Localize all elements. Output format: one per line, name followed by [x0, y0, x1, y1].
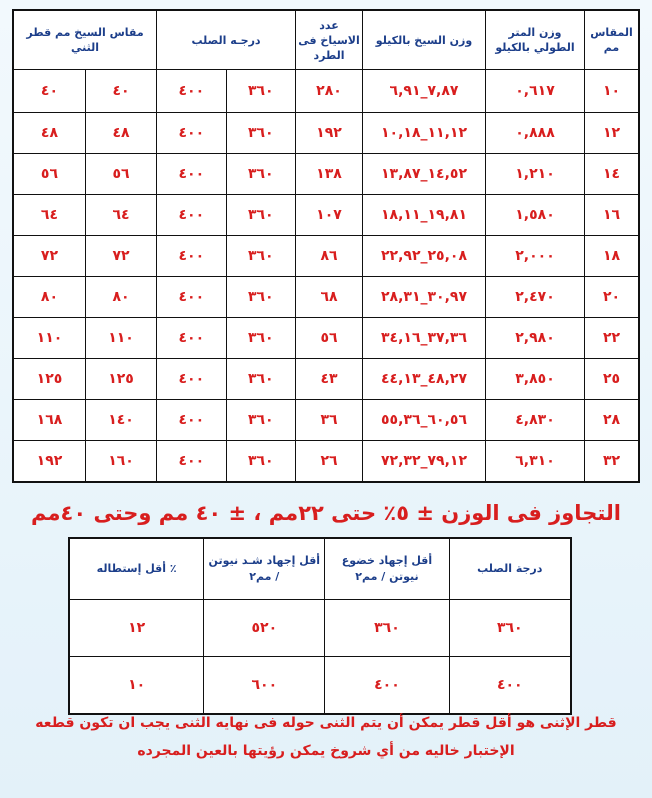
header-elongation: أقل إستطاله ٪ [69, 538, 204, 600]
strength-header-row [69, 538, 571, 600]
cell-tensile: ٦٠٠ [204, 657, 325, 715]
cell-meter-weight: ١,٢١٠ [486, 154, 585, 195]
table-row [13, 70, 639, 113]
cell-bend-b: ١٢٥ [13, 359, 85, 400]
cell-bar-weight: ٣٠,٩٧_٢٨,٣١ [363, 277, 486, 318]
cell-grade-a: ٣٦٠ [226, 113, 295, 154]
cell-bar-weight: ٧٩,١٢_٧٢,٣٢ [363, 441, 486, 483]
cell-grade: ٤٠٠ [449, 657, 571, 715]
footer-note-line2: الإختبار خاليه من أي شروخ يمكن رؤيتها بالعين المجرده [137, 743, 515, 759]
cell-bar-weight: ١٩,٨١_١٨,١١ [363, 195, 486, 236]
cell-grade-a: ٣٦٠ [226, 441, 295, 483]
cell-grade-a: ٣٦٠ [226, 359, 295, 400]
cell-bend-b: ١١٠ [13, 318, 85, 359]
cell-grade-b: ٤٠٠ [157, 195, 226, 236]
cell-bend-b: ٤٠ [13, 70, 85, 113]
table-row [13, 154, 639, 195]
cell-grade-b: ٤٠٠ [157, 70, 226, 113]
header-bend-diameter: مقاس السيخ مم قطر الثني [13, 10, 157, 70]
cell-bend-a: ١٤٠ [85, 400, 156, 441]
cell-grade-a: ٣٦٠ [226, 400, 295, 441]
cell-bars: ٤٣ [296, 359, 363, 400]
header-tensile: أقل إجهاد شـد نيوتن / مم٢ [204, 538, 325, 600]
cell-diameter: ٢٠ [585, 277, 640, 318]
cell-bend-a: ٨٠ [85, 277, 156, 318]
cell-bars: ٣٦ [296, 400, 363, 441]
header-steel-grade: درجـه الصلب [157, 10, 296, 70]
cell-bend-a: ٥٦ [85, 154, 156, 195]
cell-bars: ٨٦ [296, 236, 363, 277]
cell-bar-weight: ٢٥,٠٨_٢٢,٩٢ [363, 236, 486, 277]
table-row [13, 113, 639, 154]
cell-bars: ٢٨٠ [296, 70, 363, 113]
cell-bend-b: ٧٢ [13, 236, 85, 277]
cell-elongation: ١٢ [69, 600, 204, 657]
cell-bend-a: ٧٢ [85, 236, 156, 277]
footer-note-line1: قطر الإثنى هو أقل قطر يمكن أن يتم الثنى حوله فى نهايه الثنى يجب ان تكون قطعه [35, 715, 617, 731]
cell-bend-a: ٤٠ [85, 70, 156, 113]
cell-bar-weight: ٦٠,٥٦_٥٥,٣٦ [363, 400, 486, 441]
cell-meter-weight: ١,٥٨٠ [486, 195, 585, 236]
cell-grade-a: ٣٦٠ [226, 154, 295, 195]
cell-grade-a: ٣٦٠ [226, 236, 295, 277]
cell-bars: ٦٨ [296, 277, 363, 318]
cell-diameter: ١٢ [585, 113, 640, 154]
cell-bars: ١٩٢ [296, 113, 363, 154]
cell-meter-weight: ٢,٠٠٠ [486, 236, 585, 277]
cell-bar-weight: ٧,٨٧_٦,٩١ [363, 70, 486, 113]
header-yield: أقل إجهاد خضوع نيوتن / مم٢ [325, 538, 449, 600]
cell-meter-weight: ٢,٤٧٠ [486, 277, 585, 318]
cell-grade-a: ٣٦٠ [226, 318, 295, 359]
cell-bend-b: ٤٨ [13, 113, 85, 154]
strength-table [68, 537, 572, 715]
header-bar-weight: وزن السيخ بالكيلو [363, 10, 486, 70]
cell-bend-a: ١٢٥ [85, 359, 156, 400]
cell-bend-b: ١٩٢ [13, 441, 85, 483]
cell-grade-b: ٤٠٠ [157, 113, 226, 154]
cell-meter-weight: ٤,٨٣٠ [486, 400, 585, 441]
table-header-row [13, 10, 639, 70]
cell-diameter: ٢٢ [585, 318, 640, 359]
cell-grade-a: ٣٦٠ [226, 70, 295, 113]
cell-grade-a: ٣٦٠ [226, 277, 295, 318]
header-grade: درجة الصلب [449, 538, 571, 600]
cell-bar-weight: ١٤,٥٢_١٣,٨٧ [363, 154, 486, 195]
cell-grade-a: ٣٦٠ [226, 195, 295, 236]
cell-bend-b: ٦٤ [13, 195, 85, 236]
header-diameter: المقاس مم [585, 10, 640, 70]
cell-diameter: ١٨ [585, 236, 640, 277]
table-row [13, 441, 639, 483]
table-row [13, 195, 639, 236]
table-row [13, 400, 639, 441]
cell-diameter: ٢٥ [585, 359, 640, 400]
cell-bend-b: ٨٠ [13, 277, 85, 318]
table-row [13, 277, 639, 318]
cell-bend-a: ٦٤ [85, 195, 156, 236]
cell-diameter: ٢٨ [585, 400, 640, 441]
cell-meter-weight: ٠,٨٨٨ [486, 113, 585, 154]
cell-bend-a: ١٦٠ [85, 441, 156, 483]
cell-bend-a: ٤٨ [85, 113, 156, 154]
cell-diameter: ٣٢ [585, 441, 640, 483]
cell-bar-weight: ٣٧,٣٦_٣٤,١٦ [363, 318, 486, 359]
cell-grade: ٣٦٠ [449, 600, 571, 657]
cell-elongation: ١٠ [69, 657, 204, 715]
cell-diameter: ١٤ [585, 154, 640, 195]
cell-grade-b: ٤٠٠ [157, 400, 226, 441]
cell-grade-b: ٤٠٠ [157, 154, 226, 195]
header-meter-weight: وزن المتر الطولي بالكيلو [486, 10, 585, 70]
cell-bar-weight: ٤٨,٢٧_٤٤,١٣ [363, 359, 486, 400]
cell-meter-weight: ٢,٩٨٠ [486, 318, 585, 359]
cell-bars: ١٠٧ [296, 195, 363, 236]
cell-grade-b: ٤٠٠ [157, 441, 226, 483]
cell-bars: ١٣٨ [296, 154, 363, 195]
cell-meter-weight: ٣,٨٥٠ [486, 359, 585, 400]
cell-bend-a: ١١٠ [85, 318, 156, 359]
cell-tensile: ٥٢٠ [204, 600, 325, 657]
table-row [13, 359, 639, 400]
cell-diameter: ١٦ [585, 195, 640, 236]
table-row [13, 236, 639, 277]
cell-grade-b: ٤٠٠ [157, 359, 226, 400]
header-bars-count: عدد الاسياخ فى الطرد [296, 10, 363, 70]
cell-diameter: ١٠ [585, 70, 640, 113]
cell-bars: ٥٦ [296, 318, 363, 359]
strength-row [69, 600, 571, 657]
cell-bars: ٢٦ [296, 441, 363, 483]
cell-yield: ٤٠٠ [325, 657, 449, 715]
cell-bar-weight: ١١,١٢_١٠,١٨ [363, 113, 486, 154]
tolerance-note: التجاوز فى الوزن ± ٥٪ حتى ٢٢مم ، ± ٤٠ مم وحتى ٤٠مم [31, 501, 621, 525]
cell-meter-weight: ٠,٦١٧ [486, 70, 585, 113]
cell-meter-weight: ٦,٣١٠ [486, 441, 585, 483]
cell-yield: ٣٦٠ [325, 600, 449, 657]
cell-bend-b: ٥٦ [13, 154, 85, 195]
table-row [13, 318, 639, 359]
cell-grade-b: ٤٠٠ [157, 277, 226, 318]
rebar-specs-table [12, 9, 640, 483]
cell-bend-b: ١٦٨ [13, 400, 85, 441]
cell-grade-b: ٤٠٠ [157, 318, 226, 359]
cell-grade-b: ٤٠٠ [157, 236, 226, 277]
strength-row [69, 657, 571, 715]
